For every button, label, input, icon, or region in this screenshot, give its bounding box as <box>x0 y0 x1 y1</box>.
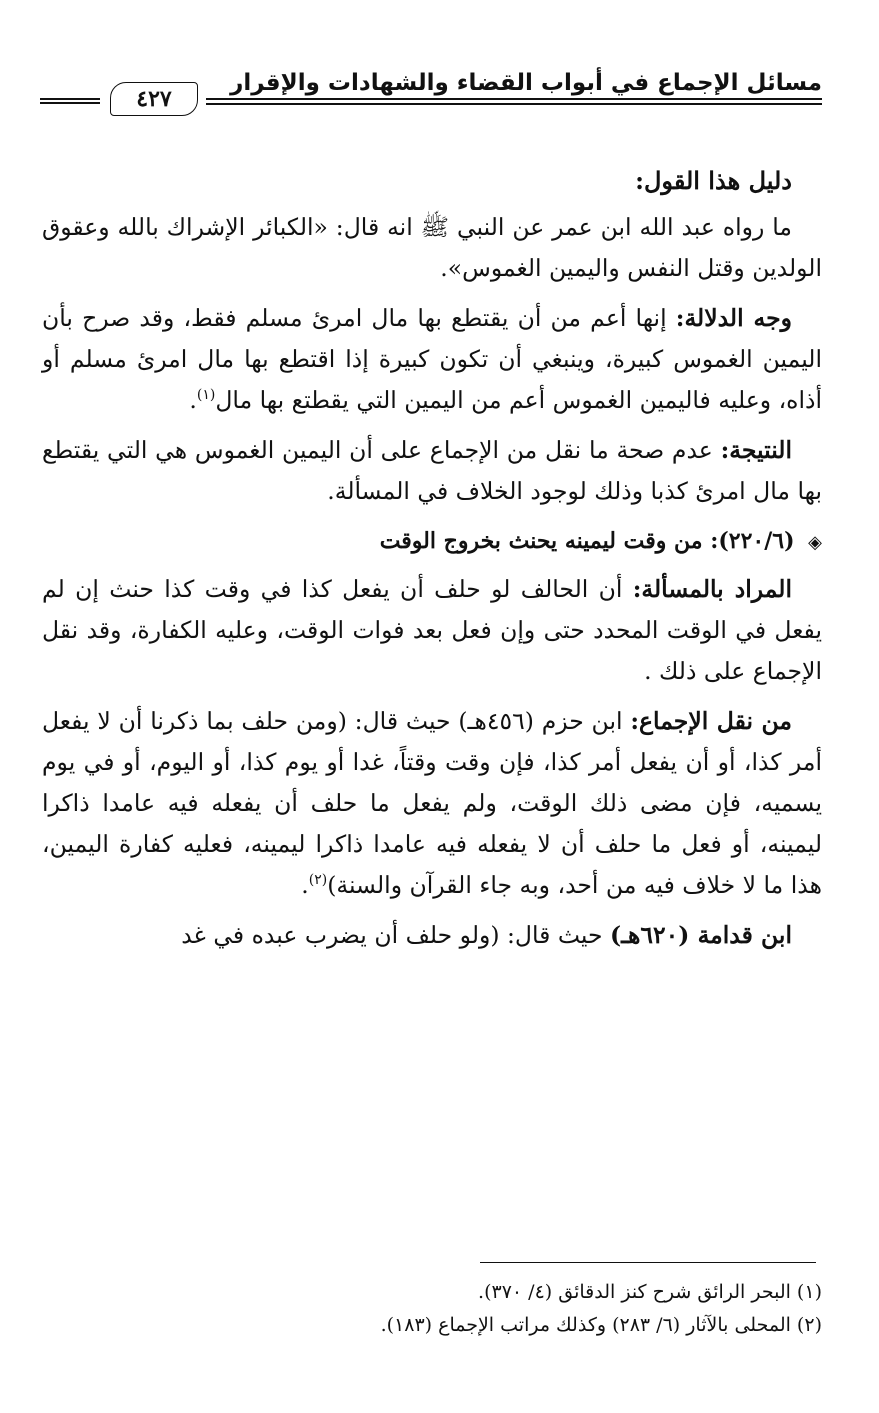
header-rule <box>40 98 100 100</box>
meaning-paragraph <box>42 569 822 692</box>
meaning-text: أن الحالف لو حلف أن يفعل كذا في وقت كذا حنث إن لم يفعل في الوقت المحدد حتى وإن فعل بعد فوات الوقت، وعليه الكفارة، وقد نقل الإجماع على ذلك . <box>42 575 822 685</box>
ibn-qudama-paragraph <box>42 915 822 956</box>
footnote: (٢) المحلى بالآثار (٦/ ٢٨٣) وكذلك مراتب الإجماع (١٨٣). <box>380 1314 822 1336</box>
consensus-text: ابن حزم (٤٥٦هـ) حيث قال: (ومن حلف بما ذكرنا أن لا يفعل أمر كذا، أو أن يفعل أمر كذا، فإن وقت وقتاً، غدا أو يوم كذا، أو اليوم، أو في يوم يسميه، فإن مضى ذلك الوقت، ولم يفعل ما حلف أن يفعله فيه عامدا ذاكرا ليمينه، أو فعل ما حلف أن لا يفعله فيه عامدا ذاكرا ليمينه، فعليه كفارة اليمين، هذا ما لا خلاف فيه من أحد، وبه جاء القرآن والسنة) <box>42 707 822 899</box>
evidence-text: إنها أعم من أن يقتطع بها مال امرئ مسلم فقط، وقد صرح بأن اليمين الغموس كبيرة، وينبغي أن تكون كبيرة إذا اقتطع بها مال امرئ مسلم أو أذاه، وعليه فاليمين الغموس أعم من اليمين التي يقطتع بها مال <box>42 304 822 414</box>
consensus-paragraph <box>42 701 822 906</box>
footnotes <box>42 1276 822 1342</box>
result-paragraph <box>42 430 822 512</box>
footnote: (١) البحر الرائق شرح كنز الدقائق (٤/ ٣٧٠). <box>478 1281 822 1303</box>
page-number: ٤٢٧ <box>110 82 198 116</box>
section-heading: دليل هذا القول: <box>635 166 792 195</box>
header-rule <box>206 98 822 100</box>
footnote-ref[interactable]: (٢) <box>308 872 328 889</box>
page-header <box>40 62 822 128</box>
result-text: عدم صحة ما نقل من الإجماع على أن اليمين الغموس هي التي يقتطع بها مال امرئ كذبا وذلك لوجود الخلاف في المسألة. <box>42 436 822 505</box>
hadith-paragraph <box>42 207 822 289</box>
ibn-qudama-text: حيث قال: (ولو حلف أن يضرب عبده في غد <box>181 921 610 949</box>
period: . <box>301 871 309 899</box>
consensus-label: من نقل الإجماع: <box>630 707 792 735</box>
ibn-qudama-label: ابن قدامة (٦٢٠هـ) <box>609 921 792 949</box>
page-body <box>42 160 822 965</box>
running-title: مسائل الإجماع في أبواب القضاء والشهادات والإقرار <box>230 70 822 96</box>
evidence-paragraph <box>42 298 822 421</box>
result-label: النتيجة: <box>720 436 792 464</box>
evidence-label: وجه الدلالة: <box>675 304 792 332</box>
hadith-text: ما رواه عبد الله ابن عمر عن النبي ﷺ انه قال: «الكبائر الإشراك بالله وعقوق الولدين وقتل النفس واليمين الغموس». <box>42 213 822 282</box>
meaning-label: المراد بالمسألة: <box>632 575 792 603</box>
issue-number: (٢٢٠/٦): <box>710 528 795 554</box>
header-rule <box>206 103 822 105</box>
footnote-divider <box>480 1262 816 1263</box>
footnote-ref[interactable]: (١) <box>196 387 216 404</box>
diamond-icon: ◈ <box>808 532 822 553</box>
issue-title: من وقت ليمينه يحنث بخروج الوقت <box>379 528 703 554</box>
header-rule <box>40 102 100 104</box>
period: . <box>189 386 197 414</box>
issue-heading <box>42 521 822 563</box>
